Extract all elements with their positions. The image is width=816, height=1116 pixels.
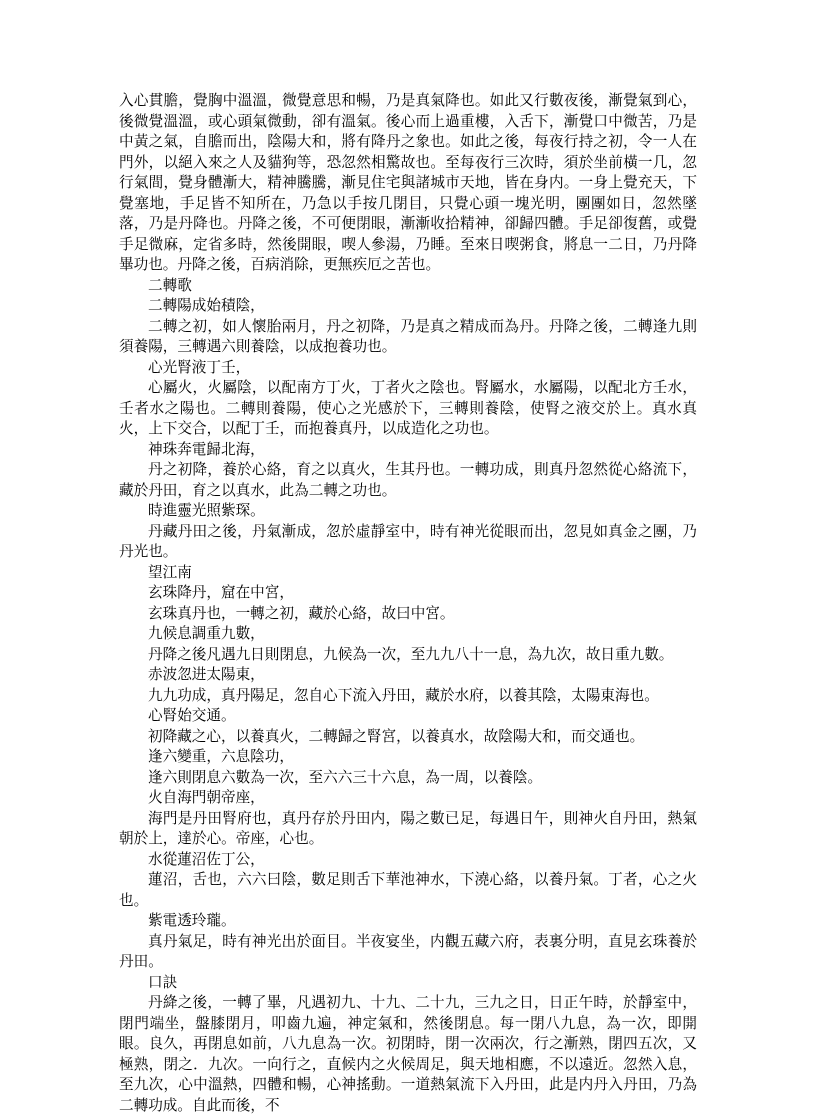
body-paragraph: 入心貫膽，覺胸中溫溫，微覺意思和暢，乃是真氣降也。如此又行數夜後，漸覺氣到心，後微覺溫溫，或心頭氣微動，卻有溫氣。後心而上過重樓，入舌下，漸覺口中微苦，乃是中黃之氣，自膽而出，陰陽大和，將有降丹之象也。如此之後，每夜行持之初，令一人在門外，以絕入來之人及貓狗等，恐忽然相驚故也。至每夜行三次時，須於坐前橫一几，忽行氣間，覺身體漸大，精神騰騰，漸見住宅與諸城市天地，皆在身内。一身上覺充天，下覺塞地，手足皆不知所在，乃急以手按几閉目，只覺心頭一塊光明，團團如日，忽然墜落，乃是丹降也。丹降之後，不可便閉眼，漸漸收拾精神，卻歸四體。手足卻復舊，或覺手足微麻，定省多時，然後開眼，喫人參湯，乃睡。至來日喫粥食，將息一二日，乃丹降畢功也。丹降之後，百病消除，更無疾厄之苦也。 bbox=[119, 92, 697, 273]
verse-line: 九候息調重九數， bbox=[148, 625, 265, 642]
document-body bbox=[119, 91, 697, 1116]
verse-line: 二轉陽成始積陰， bbox=[148, 297, 265, 314]
verse-line: 水從蓮沼佐丁公， bbox=[148, 850, 265, 868]
commentary-paragraph: 心屬火，火屬陰，以配南方丁火，丁者火之陰也。腎屬水，水屬陽，以配北方壬水，壬者水之陽也。二轉則養陽，使心之光感於下，三轉則養陰，使腎之液交於上。真水真火，上下交合，以配丁壬，而抱養真丹，以成造化之功也。 bbox=[119, 379, 697, 437]
verse-line: 玄珠降丹，窟在中宮， bbox=[148, 584, 294, 601]
commentary-paragraph: 初降藏之心，以養真火，二轉歸之腎宮，以養真水，故陰陽大和，而交通也。 bbox=[148, 727, 645, 745]
commentary-paragraph: 丹之初降，養於心絡，育之以真火，生其丹也。一轉功成，則真丹忽然從心絡流下，藏於丹田，育之以真水，此為二轉之功也。 bbox=[119, 461, 697, 499]
commentary-paragraph: 海門是丹田腎府也，真丹存於丹田内，陽之數已足，每遇日午，則神火自丹田，熱氣朝於上，達於心。帝座，心也。 bbox=[119, 809, 697, 847]
commentary-paragraph: 九九功成，真丹陽足，忽自心下流入丹田，藏於水府，以養其陰，太陽東海也。 bbox=[148, 686, 659, 704]
commentary-paragraph: 蓮沼，舌也，六六曰陰，數足則舌下華池神水，下澆心絡，以養丹氣。丁者，心之火也。 bbox=[119, 871, 697, 909]
song-title: 望江南 bbox=[148, 563, 192, 581]
verse-line: 心腎始交通。 bbox=[148, 707, 236, 724]
section-heading: 口訣 bbox=[148, 973, 178, 991]
commentary-paragraph: 丹藏丹田之後，丹氣漸成，忽於虛靜室中，時有神光從眼而出，忽見如真金之團，乃丹光也。 bbox=[119, 522, 697, 560]
commentary-paragraph: 真丹氣足，時有神光出於面目。半夜宴坐，内觀五藏六府，表裏分明，直見玄珠養於丹田。 bbox=[119, 932, 697, 970]
commentary-paragraph: 丹降之後凡遇九日則閉息，九候為一次，至九九八十一息，為九次，故日重九數。 bbox=[148, 645, 674, 663]
verse-line: 神珠奔電歸北海， bbox=[148, 440, 265, 458]
verse-line: 火自海門朝帝座， bbox=[148, 789, 265, 806]
commentary-paragraph: 二轉之初，如人懷胎兩月，丹之初降，乃是真之精成而為丹。丹降之後，二轉逢九則須養陽，三轉遇六則養陰，以成抱養功也。 bbox=[119, 317, 697, 355]
verse-line: 逢六變重，六息陰功， bbox=[148, 748, 294, 765]
commentary-paragraph: 逢六則閉息六數為一次，至六六三十六息，為一周，以養陰。 bbox=[148, 768, 543, 786]
commentary-paragraph: 玄珠真丹也，一轉之初，藏於心絡，故曰中宮。 bbox=[148, 604, 455, 622]
song-title: 二轉歌 bbox=[148, 276, 192, 294]
verse-line: 紫電透玲瓏。 bbox=[148, 912, 236, 929]
verse-line: 赤波忽进太陽東， bbox=[148, 666, 265, 683]
body-paragraph: 丹絳之後，一轉了畢，凡遇初九、十九、二十九，三九之日，日正午時，於靜室中，閉門端坐，盤膝閉月，叩齒九遍，神定氣和，然後閉息。每一閉八九息，為一次，即開眼。良久，再閉息如前，八九息為一次。初閉時，閉一次兩次，行之漸熟，閉四五次，又極熟，閉之．九次。一向行之，直候内之火候周足，與天地相應，不以遠近。忽然入息，至九次，心中溫熱，四體和暢，心神搖動。一道熱氣流下入丹田，此是内丹入丹田，乃為二轉功成。自此而後，不 bbox=[119, 994, 697, 1114]
verse-line: 心光腎液丁壬， bbox=[148, 358, 251, 376]
verse-line: 時進靈光照紫琛。 bbox=[148, 502, 265, 519]
